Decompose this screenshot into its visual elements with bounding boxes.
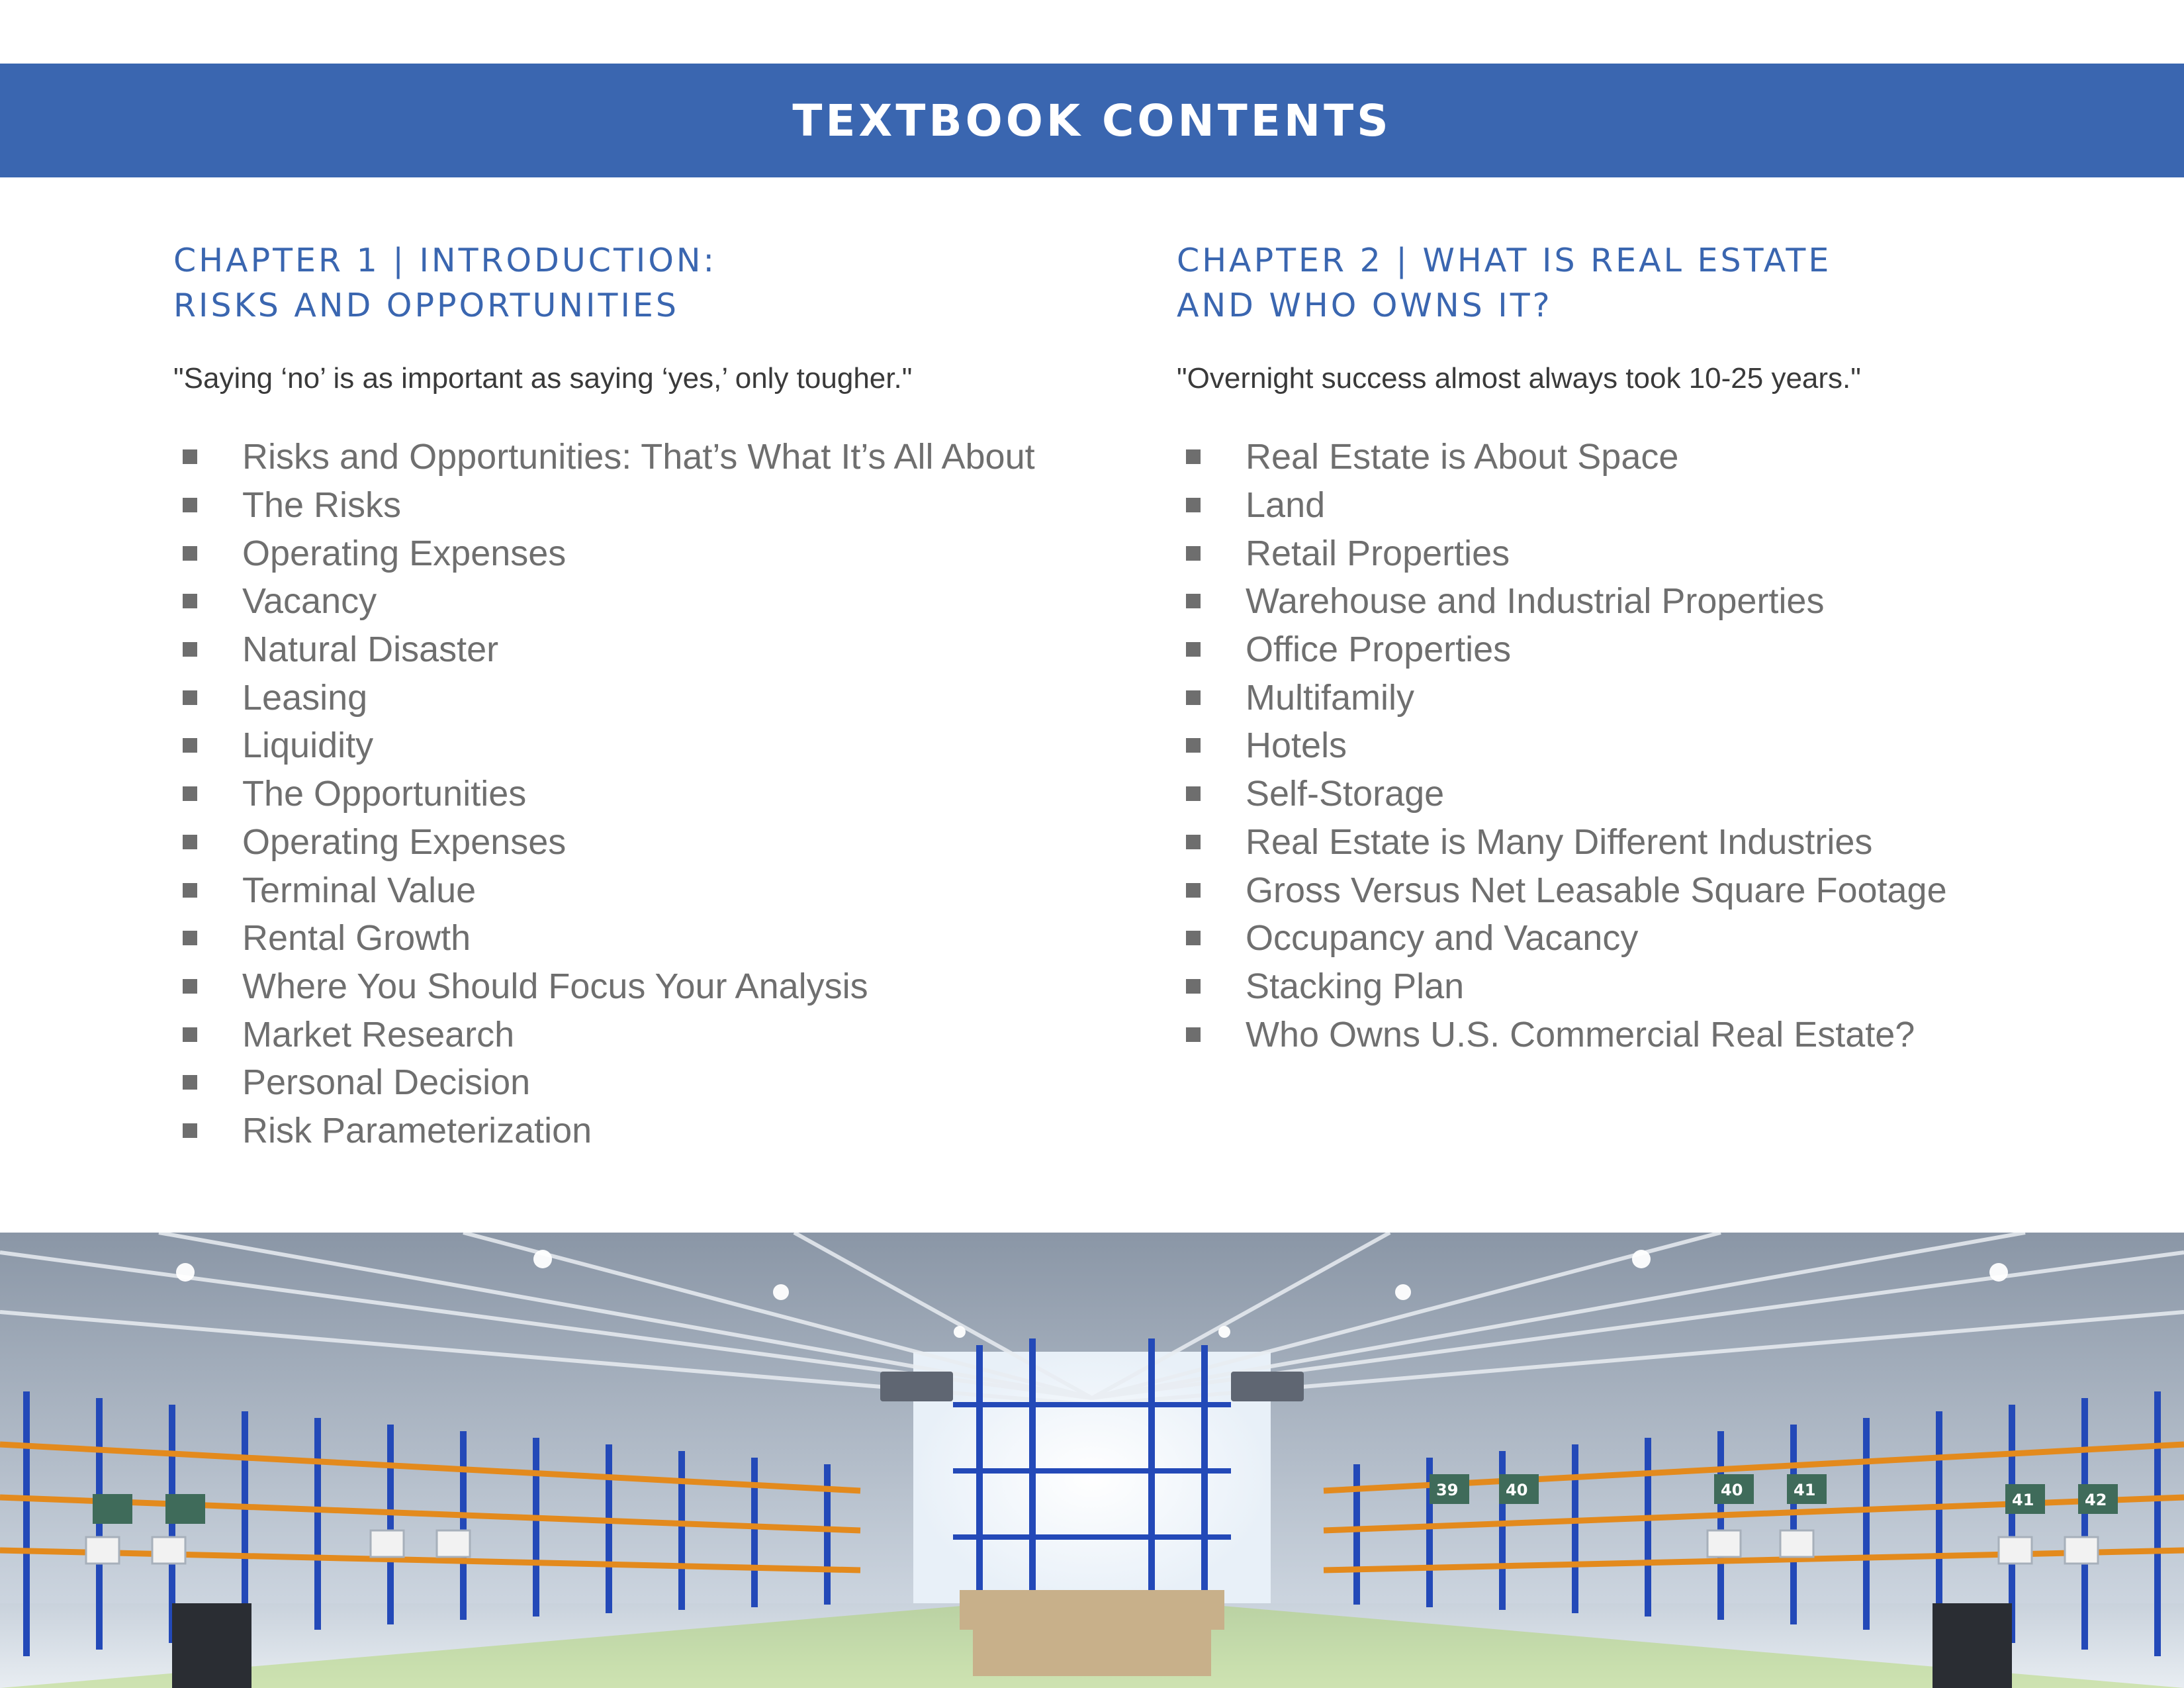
- chapter-1-quote: "Saying ‘no’ is as important as saying ‘yes,’ only tougher.": [173, 362, 913, 395]
- square-bullet-icon: [183, 546, 197, 561]
- list-item: [173, 1010, 1100, 1058]
- square-bullet-icon: [1186, 498, 1201, 512]
- aisle-label: 42: [2085, 1491, 2107, 1509]
- list-item: [1177, 433, 2156, 481]
- topic-label: Leasing: [242, 677, 368, 718]
- topic-label: Terminal Value: [242, 870, 477, 910]
- square-bullet-icon: [183, 690, 197, 705]
- list-item: [1177, 914, 2156, 962]
- topic-label: The Risks: [242, 485, 402, 526]
- title-banner: [0, 64, 2184, 177]
- square-bullet-icon: [183, 786, 197, 801]
- square-bullet-icon: [183, 449, 197, 464]
- square-bullet-icon: [1186, 931, 1201, 945]
- chapter-1-column: [173, 238, 1100, 1154]
- topic-label: Operating Expenses: [242, 821, 567, 862]
- square-bullet-icon: [1186, 449, 1201, 464]
- square-bullet-icon: [1186, 546, 1201, 561]
- list-item: [1177, 673, 2156, 722]
- list-item: [1177, 1010, 2156, 1058]
- chapter-2-heading: [1177, 238, 2156, 328]
- square-bullet-icon: [1186, 883, 1201, 898]
- list-item: [173, 914, 1100, 962]
- chapter-2-column: [1177, 238, 2156, 1058]
- topic-label: Personal Decision: [242, 1062, 531, 1103]
- square-bullet-icon: [183, 883, 197, 898]
- chapter-1-heading-line-2: RISKS AND OPPORTUNITIES: [173, 287, 679, 324]
- list-item: [173, 722, 1100, 770]
- square-bullet-icon: [183, 1075, 197, 1090]
- aisle-label: 41: [2012, 1491, 2034, 1509]
- topic-label: Liquidity: [242, 726, 374, 766]
- aisle-label: 40: [1506, 1481, 1528, 1499]
- topic-label: Real Estate is Many Different Industries: [1246, 821, 1873, 862]
- square-bullet-icon: [1186, 594, 1201, 608]
- list-item: [1177, 770, 2156, 818]
- list-item: [1177, 722, 2156, 770]
- topic-label: Multifamily: [1246, 677, 1415, 718]
- chapter-1-topic-list: [173, 433, 1100, 1154]
- topic-label: Where You Should Focus Your Analysis: [242, 966, 868, 1006]
- topic-label: The Opportunities: [242, 774, 527, 814]
- topic-label: Market Research: [242, 1014, 515, 1055]
- list-item: [173, 577, 1100, 626]
- chapter-1-heading: [173, 238, 1100, 328]
- chapter-1-heading-line-1: CHAPTER 1 | INTRODUCTION:: [173, 242, 717, 279]
- warehouse-photo: [0, 1233, 2184, 1688]
- square-bullet-icon: [1186, 979, 1201, 994]
- topic-label: Warehouse and Industrial Properties: [1246, 581, 1825, 622]
- square-bullet-icon: [1186, 1027, 1201, 1042]
- list-item: [1177, 577, 2156, 626]
- square-bullet-icon: [183, 931, 197, 945]
- topic-label: Real Estate is About Space: [1246, 437, 1679, 477]
- topic-label: Who Owns U.S. Commercial Real Estate?: [1246, 1014, 1915, 1055]
- square-bullet-icon: [183, 738, 197, 753]
- list-item: [173, 673, 1100, 722]
- page-title: TEXTBOOK CONTENTS: [792, 95, 1392, 146]
- list-item: [1177, 529, 2156, 577]
- topic-label: Gross Versus Net Leasable Square Footage: [1246, 870, 1947, 910]
- topic-label: Risk Parameterization: [242, 1110, 592, 1150]
- list-item: [173, 866, 1100, 914]
- square-bullet-icon: [1186, 690, 1201, 705]
- square-bullet-icon: [183, 642, 197, 657]
- topic-label: Occupancy and Vacancy: [1246, 918, 1639, 959]
- square-bullet-icon: [1186, 738, 1201, 753]
- list-item: [1177, 866, 2156, 914]
- chapter-2-heading-line-2: AND WHO OWNS IT?: [1177, 287, 1553, 324]
- square-bullet-icon: [183, 835, 197, 849]
- square-bullet-icon: [1186, 786, 1201, 801]
- square-bullet-icon: [183, 498, 197, 512]
- square-bullet-icon: [183, 594, 197, 608]
- topic-label: Rental Growth: [242, 918, 471, 959]
- square-bullet-icon: [183, 1123, 197, 1138]
- aisle-label: 40: [1721, 1481, 1743, 1499]
- list-item: [173, 1107, 1100, 1155]
- aisle-label: 41: [1794, 1481, 1816, 1499]
- list-item: [173, 1058, 1100, 1107]
- list-item: [1177, 481, 2156, 530]
- chapter-2-topic-list: [1177, 433, 2156, 1058]
- topic-label: Natural Disaster: [242, 630, 499, 670]
- list-item: [1177, 962, 2156, 1011]
- topic-label: Land: [1246, 485, 1326, 526]
- aisle-label: 39: [1436, 1481, 1459, 1499]
- square-bullet-icon: [1186, 642, 1201, 657]
- topic-label: Self-Storage: [1246, 774, 1445, 814]
- list-item: [173, 626, 1100, 674]
- chapter-2-quote: "Overnight success almost always took 10-25 years.": [1177, 362, 1861, 395]
- list-item: [173, 529, 1100, 577]
- list-item: [173, 770, 1100, 818]
- topic-label: Retail Properties: [1246, 533, 1510, 573]
- list-item: [173, 481, 1100, 530]
- list-item: [1177, 818, 2156, 867]
- chapter-2-heading-line-1: CHAPTER 2 | WHAT IS REAL ESTATE: [1177, 242, 1832, 279]
- list-item: [1177, 626, 2156, 674]
- topic-label: Office Properties: [1246, 630, 1512, 670]
- square-bullet-icon: [183, 1027, 197, 1042]
- list-item: [173, 962, 1100, 1011]
- topic-label: Vacancy: [242, 581, 377, 622]
- topic-label: Stacking Plan: [1246, 966, 1465, 1006]
- topic-label: Risks and Opportunities: That’s What It’s All About: [242, 437, 1035, 477]
- square-bullet-icon: [1186, 835, 1201, 849]
- list-item: [173, 818, 1100, 867]
- square-bullet-icon: [183, 979, 197, 994]
- list-item: [173, 433, 1100, 481]
- topic-label: Hotels: [1246, 726, 1347, 766]
- warehouse-illustration: [0, 1233, 2184, 1688]
- topic-label: Operating Expenses: [242, 533, 567, 573]
